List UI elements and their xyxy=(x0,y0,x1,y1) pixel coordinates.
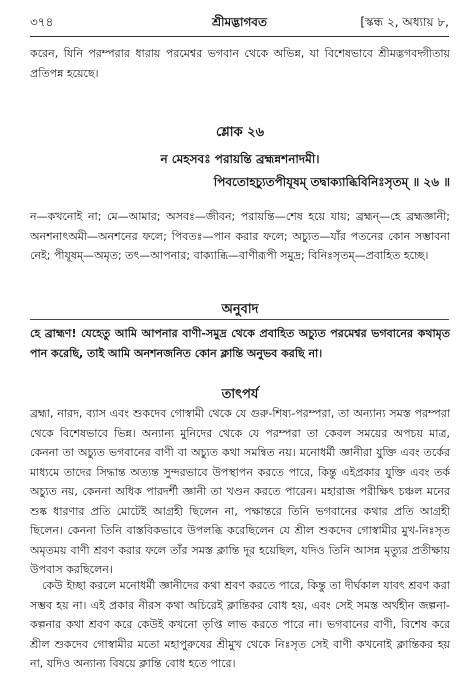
shloka-heading: শ্লোক ২৬ xyxy=(215,125,265,140)
translation-rule xyxy=(30,319,449,320)
page-number: ৩৭৪ xyxy=(30,15,54,29)
purport-paragraph-2: কেউ ইচ্ছা করলে মনোধর্মী জ্ঞানীদের কথা শ্রবণ করতে পারে, কিন্তু তা দীর্ঘকাল যাবৎ শ্রবণ করা সম্ভব হয় না। এই প্রকার নীরস কথা অচিরেই ক্লান্তিকর বোধ হয়, এবং সেই সমস্ত অর্থহীন জল্পনা-কল্পনার কথা শ্রবণ করে কেউই কখনো তৃপ্তি লাভ করতে পারে না। ভগবানের বাণী, বিশেষ করে শ্রীল শুকদেব গোস্বামীর মতো মহাপুরুষের শ্রীমুখ থেকে নিঃসৃত সেই বাণী কখনোই ক্লান্তিকর হয় না, যদিও অন্যান্য বিষয়ে ক্লান্তি বোধ হতে পারে। xyxy=(30,579,450,670)
intro-paragraph: করেন, যিনি পরম্পরার ধারায় পরমেশ্বর ভগবান থেকে অভিন্ন, যা বিশেষভাবে শ্রীমদ্ভগবদ্গীতায় প্রতিপন্ন হয়েছে। xyxy=(30,47,450,80)
verse-line-2: পিবতোহচ্যুতপীযূষম্ তদ্বাক্যাব্ধিবিনিঃসৃতম্ ॥ ২৬ ॥ xyxy=(213,175,450,189)
book-title: শ্রীমদ্ভাগবত xyxy=(211,15,267,29)
header-rule xyxy=(30,36,449,37)
translation-heading: অনুবাদ xyxy=(221,302,259,317)
verse-line-1: ন মেহসবঃ পরায়ন্তি ব্রহ্মন্নশনাদমী। xyxy=(160,152,320,166)
purport-heading: তাৎপর্য xyxy=(221,387,259,402)
section-reference: [স্কন্ধ ২, অধ্যায় ৮, xyxy=(360,15,449,29)
page-header xyxy=(30,12,449,34)
synonyms-paragraph: ন—কখনোই না; মে—আমার; অসবঃ—জীবন; পরায়ন্তি—শেষ হয়ে যায়; ব্রহ্মন্—হে ব্রহ্মজ্ঞানী; অনশনাৎঅমী—অনশনের ফলে; পিবতঃ—পান করার ফলে; অচ্যুত—যাঁর পতনের কোন সম্ভাবনা নেই; পীযূষম্—অমৃত; তৎ—আপনার; বাক্যাব্ধি—বাণীরূপী সমুদ্র; বিনিঃসৃতম্—প্রবাহিত হচ্ছে। xyxy=(30,210,450,262)
purport-paragraph-1: ব্রহ্মা, নারদ, ব্যাস এবং শুকদেব গোস্বামী থেকে যে গুরু-শিষ্য-পরম্পরা, তা অন্যান্য সমস্ত পরম্পরা থেকে বিশেষভাবে ভিন্ন। অন্যান্য মুনিদের থেকে যে পরম্পরা তা কেবল সময়ের অপচয় মাত্র, কেননা তা অচ্যুত ভগবানের বাণী বা অচ্যুত কথা সমন্বিত নয়। মনোধর্মী জ্ঞানীরা যুক্তি এবং তর্কের মাধ্যমে তাদের সিদ্ধান্ত অত্যন্ত সুন্দরভাবে উপস্থাপন করতে পারে, কিন্তু এইপ্রকার যুক্তি এবং তর্ক অচ্যুত নয়, কেননা অধিক পারদর্শী জ্ঞানী তা খণ্ডন করতে পারেন। মহারাজ পরীক্ষিৎ চঞ্চল মনের শুষ্ক ধারণার প্রতি মোটেই আগ্রহী ছিলেন না, পক্ষান্তরে তিনি ভগবানের কথার প্রতি আগ্রহী ছিলেন। কেননা তিনি বাস্তবিকভাবে উপলব্ধি করেছিলেন যে শ্রীল শুকদেব গোস্বামীর মুখ-নিঃসৃত অমৃতময় বাণী শ্রবণ করার ফলে তাঁর সমস্ত ক্লান্তি দূর হয়েছিল, যদিও তিনি আসন্ন মৃত্যুর প্রতীক্ষায় উপবাস করছিলেন। xyxy=(30,407,450,576)
translation-text: হে ব্রাহ্মণ! যেহেতু আমি আপনার বাণী-সমুদ্র থেকে প্রবাহিত অচ্যুত পরমেশ্বর ভগবানের কথামৃত পান করেছি, তাই আমি অনশনজনিত কোন ক্লান্তি অনুভব করছি না। xyxy=(30,327,450,360)
